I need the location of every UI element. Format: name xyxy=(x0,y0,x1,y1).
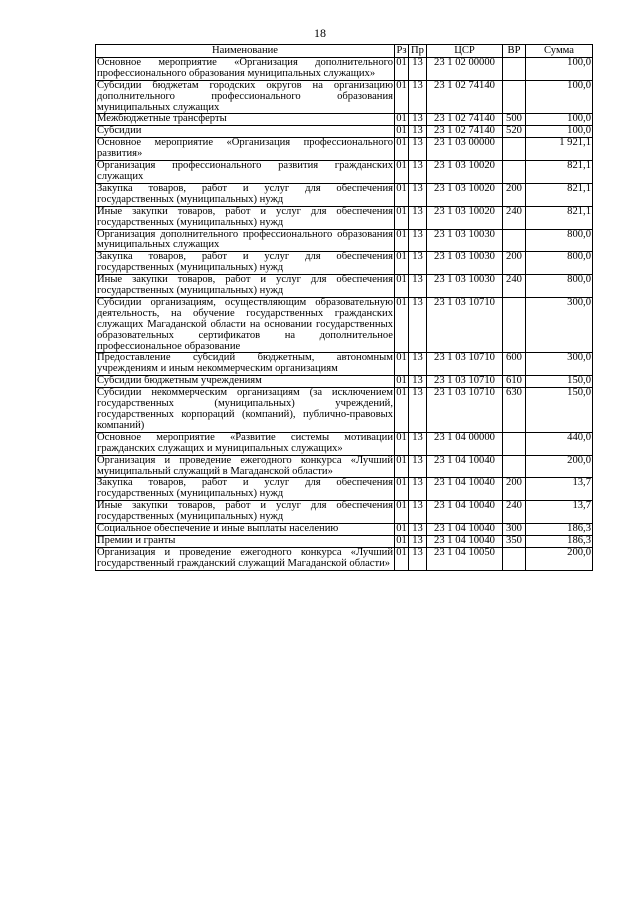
cell-name: Организация и проведение ежегодного конкурса «Лучший государственный гражданский служащий Магаданской области» xyxy=(97,546,393,569)
cell-rz: 01 xyxy=(396,125,407,137)
cell-vr xyxy=(503,432,526,455)
table-row xyxy=(96,535,593,547)
table-row xyxy=(96,297,593,353)
table-row xyxy=(96,455,593,478)
table-row xyxy=(96,206,593,229)
cell-name: Премии и гранты xyxy=(96,535,395,547)
cell-pr: 13 xyxy=(409,432,427,455)
cell-rz: 01 xyxy=(395,388,409,433)
cell-csr: 23 1 03 10030 xyxy=(427,252,503,275)
cell-pr: 13 xyxy=(409,478,427,501)
cell-sum: 100,0 xyxy=(526,80,593,114)
cell-pr: 13 xyxy=(409,126,427,138)
cell-name: Иные закупки товаров, работ и услуг для обеспечения государственных (муниципальных) нужд xyxy=(97,500,393,523)
cell-pr: 13 xyxy=(409,547,427,570)
cell-sum: 100,0 xyxy=(526,126,593,138)
header-name: Наименование xyxy=(96,45,395,58)
table-row xyxy=(96,388,593,433)
cell-rz: 01 xyxy=(395,547,409,570)
table-row xyxy=(96,183,593,206)
cell-rz: 01 xyxy=(395,138,409,161)
cell-vr xyxy=(503,229,526,252)
cell-name: Организация дополнительного профессионального образования муниципальных служащих xyxy=(97,228,393,251)
cell-vr: 500 xyxy=(503,114,526,126)
table-row xyxy=(96,252,593,275)
header-csr: ЦСР xyxy=(427,45,503,58)
cell-pr: 13 xyxy=(409,206,427,229)
cell-pr: 13 xyxy=(409,183,427,206)
budget-table xyxy=(95,44,593,571)
header-pr: Пр xyxy=(409,45,427,58)
cell-csr: 23 1 02 74140 xyxy=(427,126,503,138)
cell-rz: 01 xyxy=(395,183,409,206)
cell-csr: 23 1 04 10050 xyxy=(427,547,503,570)
cell-csr: 23 1 03 10710 xyxy=(427,388,503,433)
header-rz: Рз xyxy=(396,45,407,56)
cell-rz: 01 xyxy=(395,229,409,252)
cell-csr: 23 1 03 10710 xyxy=(427,376,503,388)
cell-pr: 13 xyxy=(409,275,427,298)
cell-vr xyxy=(503,455,526,478)
cell-sum: 1 921,1 xyxy=(526,138,593,161)
cell-pr: 13 xyxy=(409,376,427,388)
header-row xyxy=(96,45,593,58)
header-vr: ВР xyxy=(503,45,526,58)
cell-sum: 300,0 xyxy=(526,353,593,376)
cell-vr xyxy=(503,80,526,114)
cell-sum: 800,0 xyxy=(526,275,593,298)
cell-sum: 186,3 xyxy=(526,524,593,536)
cell-csr: 23 1 03 10020 xyxy=(427,161,503,184)
cell-sum: 200,0 xyxy=(526,547,593,570)
page-number: 18 xyxy=(314,26,326,40)
cell-name: Субсидии организациям, осуществляющим образовательную деятельность, на обучение государственных гражданских служащих Магаданской области на основании государственных образовательных сертификатов на дополнительное профессиональное образование xyxy=(97,296,393,352)
cell-sum: 13,7 xyxy=(526,478,593,501)
table-row xyxy=(96,114,593,126)
cell-vr: 240 xyxy=(503,275,526,298)
cell-name: Иные закупки товаров, работ и услуг для обеспечения государственных (муниципальных) нужд xyxy=(97,205,393,228)
table-row xyxy=(96,478,593,501)
table-row xyxy=(96,229,593,252)
table-row xyxy=(96,57,593,80)
cell-sum: 821,1 xyxy=(526,161,593,184)
cell-sum: 800,0 xyxy=(526,229,593,252)
table-row xyxy=(96,161,593,184)
cell-pr: 13 xyxy=(409,138,427,161)
cell-name: Субсидии xyxy=(96,126,395,138)
cell-name: Основное мероприятие «Организация дополнительного профессионального образования муниципальных служащих» xyxy=(97,56,393,79)
cell-vr: 200 xyxy=(503,252,526,275)
cell-name: Закупка товаров, работ и услуг для обеспечения государственных (муниципальных) нужд xyxy=(97,182,393,205)
cell-rz: 01 xyxy=(395,57,409,80)
cell-name: Предоставление субсидий бюджетным, автономным учреждениям и иным некоммерческим организациям xyxy=(97,352,393,375)
table-row xyxy=(96,432,593,455)
cell-name: Закупка товаров, работ и услуг для обеспечения государственных (муниципальных) нужд xyxy=(97,477,393,500)
header-sum: Сумма xyxy=(526,45,593,58)
cell-csr: 23 1 03 10030 xyxy=(427,229,503,252)
cell-vr: 520 xyxy=(503,126,526,138)
table-row xyxy=(96,376,593,388)
cell-pr: 13 xyxy=(409,297,427,353)
cell-csr: 23 1 04 10040 xyxy=(427,501,503,524)
cell-pr: 13 xyxy=(409,161,427,184)
cell-sum: 821,1 xyxy=(526,206,593,229)
cell-vr: 630 xyxy=(503,388,526,433)
cell-rz: 01 xyxy=(396,523,407,535)
cell-csr: 23 1 04 00000 xyxy=(427,432,503,455)
cell-rz: 01 xyxy=(395,501,409,524)
cell-csr: 23 1 04 10040 xyxy=(427,455,503,478)
cell-pr: 13 xyxy=(409,114,427,126)
cell-rz: 01 xyxy=(395,297,409,353)
cell-name: Основное мероприятие «Развитие системы мотивации гражданских служащих и муниципальных служащих» xyxy=(97,431,393,454)
cell-sum: 200,0 xyxy=(526,455,593,478)
cell-csr: 23 1 02 74140 xyxy=(427,80,503,114)
cell-sum: 821,1 xyxy=(526,183,593,206)
cell-csr: 23 1 02 74140 xyxy=(427,114,503,126)
cell-rz: 01 xyxy=(396,375,407,387)
cell-sum: 150,0 xyxy=(526,376,593,388)
cell-pr: 13 xyxy=(409,535,427,547)
table-row xyxy=(96,353,593,376)
table-row xyxy=(96,275,593,298)
cell-sum: 13,7 xyxy=(526,501,593,524)
cell-pr: 13 xyxy=(409,252,427,275)
cell-rz: 01 xyxy=(395,252,409,275)
cell-vr: 200 xyxy=(503,478,526,501)
cell-csr: 23 1 03 10020 xyxy=(427,206,503,229)
cell-sum: 186,3 xyxy=(526,535,593,547)
cell-rz: 01 xyxy=(396,534,407,546)
cell-name: Основное мероприятие «Организация профессионального развития» xyxy=(97,137,393,160)
cell-pr: 13 xyxy=(409,353,427,376)
cell-csr: 23 1 04 10040 xyxy=(427,478,503,501)
cell-name: Иные закупки товаров, работ и услуг для обеспечения государственных (муниципальных) нужд xyxy=(97,274,393,297)
cell-vr: 600 xyxy=(503,353,526,376)
cell-name: Организация профессионального развития гражданских служащих xyxy=(97,160,393,182)
cell-rz: 01 xyxy=(395,206,409,229)
cell-name: Субсидии бюджетам городских округов на организацию дополнительного профессионального образования муниципальных служащих xyxy=(97,79,393,113)
cell-csr: 23 1 02 00000 xyxy=(427,57,503,80)
cell-rz: 01 xyxy=(395,478,409,501)
cell-vr: 610 xyxy=(503,376,526,388)
cell-csr: 23 1 03 10710 xyxy=(427,297,503,353)
table-row xyxy=(96,501,593,524)
cell-csr: 23 1 04 10040 xyxy=(427,524,503,536)
cell-rz: 01 xyxy=(396,113,407,125)
cell-sum: 100,0 xyxy=(526,114,593,126)
cell-sum: 150,0 xyxy=(526,388,593,433)
table-row xyxy=(96,126,593,138)
cell-rz: 01 xyxy=(395,275,409,298)
cell-sum: 300,0 xyxy=(526,297,593,353)
cell-vr xyxy=(503,138,526,161)
cell-name: Субсидии некоммерческим организациям (за исключением государственных (муниципальных) учреждений, государственных корпораций (компаний), публично-правовых компаний) xyxy=(97,387,393,431)
cell-vr xyxy=(503,57,526,80)
table-row xyxy=(96,138,593,161)
cell-csr: 23 1 03 10020 xyxy=(427,183,503,206)
cell-name: Субсидии бюджетным учреждениям xyxy=(96,376,395,388)
cell-csr: 23 1 03 00000 xyxy=(427,138,503,161)
cell-rz: 01 xyxy=(395,353,409,376)
cell-sum: 440,0 xyxy=(526,432,593,455)
cell-pr: 13 xyxy=(409,524,427,536)
cell-vr xyxy=(503,547,526,570)
cell-rz: 01 xyxy=(395,455,409,478)
cell-pr: 13 xyxy=(409,229,427,252)
cell-name: Организация и проведение ежегодного конкурса «Лучший муниципальный служащий в Магаданской области» xyxy=(97,454,393,477)
table-row xyxy=(96,524,593,536)
cell-vr: 200 xyxy=(503,183,526,206)
cell-pr: 13 xyxy=(409,501,427,524)
cell-name: Социальное обеспечение и иные выплаты населению xyxy=(96,524,395,536)
cell-pr: 13 xyxy=(409,388,427,433)
cell-sum: 800,0 xyxy=(526,252,593,275)
cell-vr xyxy=(503,161,526,184)
cell-pr: 13 xyxy=(409,455,427,478)
cell-csr: 23 1 03 10710 xyxy=(427,353,503,376)
cell-name: Закупка товаров, работ и услуг для обеспечения государственных (муниципальных) нужд xyxy=(97,251,393,274)
cell-rz: 01 xyxy=(395,161,409,184)
cell-pr: 13 xyxy=(409,57,427,80)
cell-csr: 23 1 03 10030 xyxy=(427,275,503,298)
table-row xyxy=(96,547,593,570)
table-row xyxy=(96,80,593,114)
cell-sum: 100,0 xyxy=(526,57,593,80)
cell-pr: 13 xyxy=(409,80,427,114)
cell-vr: 350 xyxy=(503,535,526,547)
cell-csr: 23 1 04 10040 xyxy=(427,535,503,547)
cell-vr: 240 xyxy=(503,206,526,229)
cell-vr xyxy=(503,297,526,353)
cell-rz: 01 xyxy=(395,432,409,455)
cell-rz: 01 xyxy=(395,80,409,114)
cell-vr: 300 xyxy=(503,524,526,536)
cell-vr: 240 xyxy=(503,501,526,524)
cell-name: Межбюджетные трансферты xyxy=(96,114,395,126)
